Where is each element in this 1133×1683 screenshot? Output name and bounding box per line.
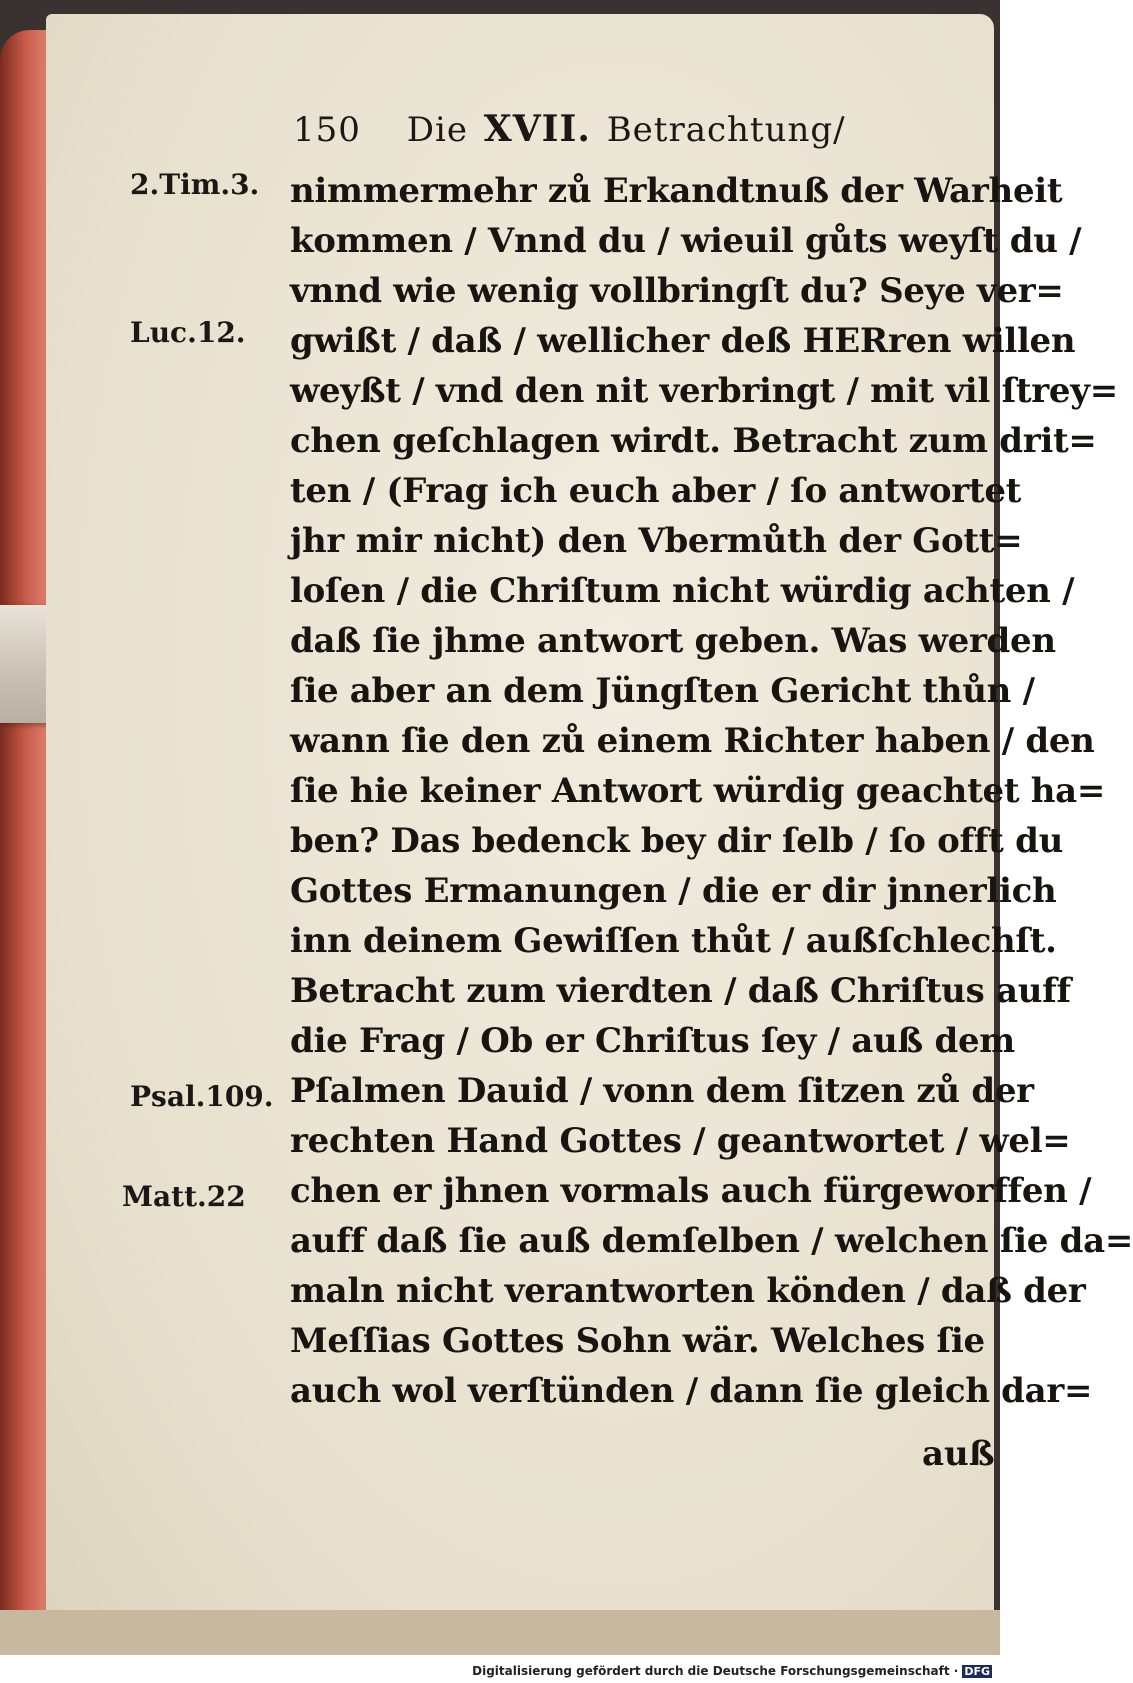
text-line: inn deinem Gewiſſen thůt / außſchlechſt. <box>290 921 1057 961</box>
page-number: 150 <box>293 110 361 150</box>
text-line: chen geſchlagen wirdt. Betracht zum drit= <box>290 421 1097 461</box>
text-line: ſie aber an dem Jüngſten Gericht thůn / <box>290 671 1035 711</box>
text-line: jhr mir nicht) den Vbermůth der Gott= <box>290 521 1023 561</box>
text-line: auch wol verſtünden / dann ſie gleich dar= <box>290 1371 1093 1411</box>
text-line: weyßt / vnd den nit verbringt / mit vil ſtrey= <box>290 371 1118 411</box>
chapter-prefix: Die <box>406 110 468 150</box>
margin-note: Matt.22 <box>122 1180 246 1213</box>
text-line: ſie hie keiner Antwort würdig geachtet ha= <box>290 771 1106 811</box>
page-bottom-edge <box>0 1610 1000 1655</box>
text-line: loſen / die Chriſtum nicht würdig achten / <box>290 571 1075 611</box>
digitization-credit <box>472 1664 992 1678</box>
text-line: vnnd wie wenig vollbringſt du? Seye ver= <box>290 271 1064 311</box>
credit-text: Digitalisierung gefördert durch die Deutsche Forschungsgemeinschaft · <box>472 1664 959 1678</box>
margin-note: Luc.12. <box>130 316 246 349</box>
margin-note: 2.Tim.3. <box>130 168 260 201</box>
text-line: gwißt / daß / wellicher deß HERren willen <box>290 321 1076 361</box>
text-line: Meſſias Gottes Sohn wär. Welches ſie <box>290 1321 985 1361</box>
text-line: Gottes Ermanungen / die er dir jnnerlich <box>290 871 1057 911</box>
text-line: rechten Hand Gottes / geantwortet / wel= <box>290 1121 1071 1161</box>
text-line: ben? Das bedenck bey dir ſelb / ſo offt du <box>290 821 1063 861</box>
text-line: Betracht zum vierdten / daß Chriſtus auff <box>290 971 1071 1011</box>
text-line: auff daß ſie auß demſelben / welchen ſie da= <box>290 1221 1133 1261</box>
text-line: Pſalmen Dauid / vonn dem ſitzen zů der <box>290 1071 1034 1111</box>
catchword: auß <box>922 1434 995 1474</box>
text-line: daß ſie jhme antwort geben. Was werden <box>290 621 1056 661</box>
dfg-logo: DFG <box>964 1665 990 1678</box>
margin-note: Psal.109. <box>130 1080 274 1113</box>
running-header <box>293 108 846 150</box>
text-line: nimmermehr zů Erkandtnuß der Warheit <box>290 171 1063 211</box>
text-line: kommen / Vnnd du / wieuil gůts weyſt du / <box>290 221 1082 261</box>
text-line: wann ſie den zů einem Richter haben / den <box>290 721 1095 761</box>
text-line: ten / (Frag ich euch aber / ſo antwortet <box>290 471 1022 511</box>
text-line: maln nicht verantworten könden / daß der <box>290 1271 1086 1311</box>
text-line: chen er jhnen vormals auch fürgeworffen / <box>290 1171 1092 1211</box>
text-line: die Frag / Ob er Chriſtus ſey / auß dem <box>290 1021 1015 1061</box>
chapter-numeral: XVII. <box>483 108 591 150</box>
chapter-title: Betrachtung/ <box>606 110 846 150</box>
